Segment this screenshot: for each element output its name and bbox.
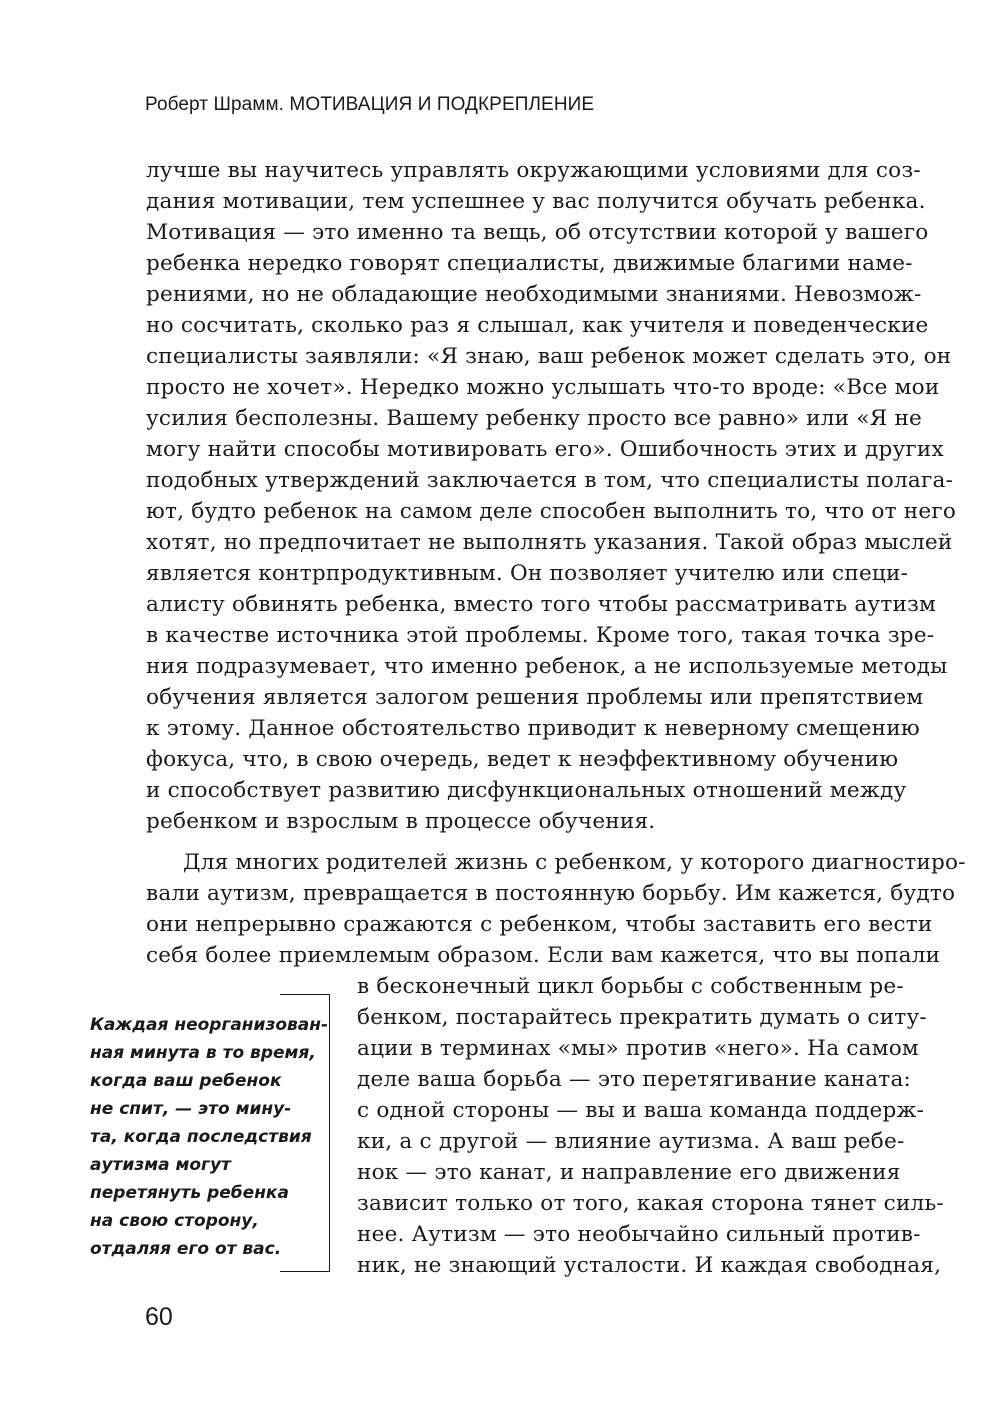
pullquote-line: аутизма могут — [90, 1155, 231, 1175]
pullquote-line: отдаляя его от вас. — [90, 1239, 282, 1259]
body-line: обучения является залогом решения проблемы или препятствием — [146, 685, 924, 710]
body-line: ник, не знающий усталости. И каждая свободная, — [357, 1253, 942, 1278]
pullquote — [90, 994, 330, 1272]
body-line: деле ваша борьба — это перетягивание каната: — [357, 1067, 911, 1092]
body-line: они непрерывно сражаются с ребенком, чтобы заставить его вести — [146, 912, 933, 937]
body-line: в бесконечный цикл борьбы с собственным ре- — [357, 974, 904, 999]
running-header: Роберт Шрамм. МОТИВАЦИЯ И ПОДКРЕПЛЕНИЕ — [145, 94, 595, 115]
body-line: ки, а с другой — влияние аутизма. А ваш ребе- — [357, 1129, 905, 1154]
pullquote-line: та, когда последствия — [90, 1127, 312, 1147]
body-line: могу найти способы мотивировать его». Ошибочность этих и других — [146, 437, 944, 462]
body-line: Мотивация — это именно та вещь, об отсутствии которой у вашего — [146, 220, 929, 245]
body-line: себя более приемлемым образом. Если вам кажется, что вы попали — [146, 943, 941, 968]
body-line: в качестве источника этой проблемы. Кроме того, такая точка зре- — [146, 623, 935, 648]
body-line: к этому. Данное обстоятельство приводит к неверному смещению — [146, 716, 920, 741]
pullquote-line: перетянуть ребенка — [90, 1183, 289, 1203]
body-line: зависит только от того, какая сторона тянет силь- — [357, 1191, 944, 1216]
body-line: фокуса, что, в свою очередь, ведет к неэффективному обучению — [146, 747, 899, 772]
body-line: подобных утверждений заключается в том, что специалисты полага- — [146, 468, 954, 493]
body-line: усилия бесполезны. Вашему ребенку просто все равно» или «Я не — [146, 406, 923, 431]
body-line: алисту обвинять ребенка, вместо того чтобы рассматривать аутизм — [146, 592, 937, 617]
body-line: с одной стороны — вы и ваша команда поддерж- — [357, 1098, 925, 1123]
body-line: ребенка нередко говорят специалисты, движимые благими наме- — [146, 251, 913, 276]
body-line: ребенком и взрослым в процессе обучения. — [146, 809, 656, 834]
page-number: 60 — [145, 1303, 173, 1331]
body-line: но сосчитать, сколько раз я слышал, как учителя и поведенческие — [146, 313, 929, 338]
body-line: ния подразумевает, что именно ребенок, а не используемые методы — [146, 654, 948, 679]
body-line: и способствует развитию дисфункциональных отношений между — [146, 778, 907, 803]
body-line: дания мотивации, тем успешнее у вас получится обучать ребенка. — [146, 189, 926, 214]
body-line: Для многих родителей жизнь с ребенком, у которого диагностиро- — [183, 850, 966, 875]
pullquote-line: когда ваш ребенок — [90, 1071, 282, 1091]
body-line: ации в терминах «мы» против «него». На самом — [357, 1036, 919, 1061]
pullquote-line: ная минута в то время, — [90, 1043, 316, 1063]
body-line: бенком, постарайтесь прекратить думать о ситу- — [357, 1005, 927, 1030]
body-line: просто не хочет». Нередко можно услышать что-то вроде: «Все мои — [146, 375, 940, 400]
body-line: специалисты заявляли: «Я знаю, ваш ребенок может сделать это, он — [146, 344, 952, 369]
body-line: является контрпродуктивным. Он позволяет учителю или специ- — [146, 561, 909, 586]
body-line: хотят, но предпочитает не выполнять указания. Такой образ мыслей — [146, 530, 953, 555]
body-line: вали аутизм, превращается в постоянную борьбу. Им кажется, будто — [146, 881, 956, 906]
body-line: ют, будто ребенок на самом деле способен выполнить то, что от него — [146, 499, 957, 524]
body-line: лучше вы научитесь управлять окружающими условиями для соз- — [146, 158, 921, 183]
body-line: рениями, но не обладающие необходимыми знаниями. Невозмож- — [146, 282, 922, 307]
pullquote-line: на свою сторону, — [90, 1211, 259, 1231]
body-line: нее. Аутизм — это необычайно сильный против- — [357, 1222, 921, 1247]
body-line: нок — это канат, и направление его движения — [357, 1160, 901, 1185]
pullquote-line: Каждая неорганизован- — [90, 1015, 329, 1035]
pullquote-line: не спит, — это мину- — [90, 1099, 292, 1119]
